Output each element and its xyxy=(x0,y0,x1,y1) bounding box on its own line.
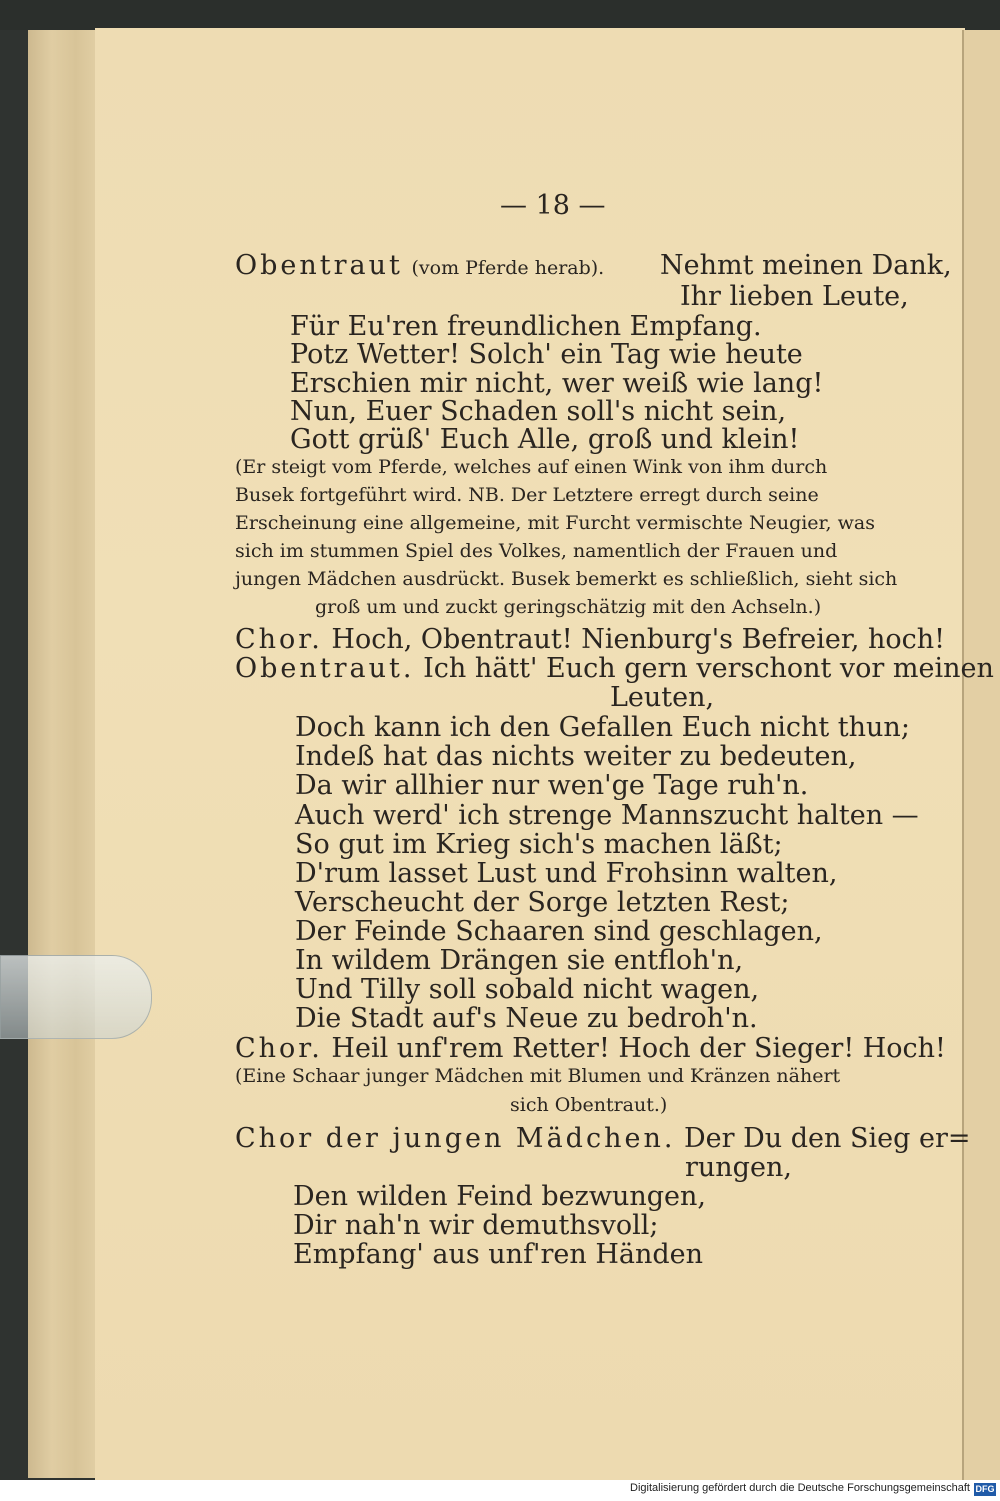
verse-line: In wildem Drängen sie entfloh'n, xyxy=(295,945,744,976)
verse-line: Für Eu'ren freundlichen Empfang. xyxy=(290,311,762,342)
verse-text: Hoch, Obentraut! Nienburg's Befreier, hoch! xyxy=(331,624,945,655)
speaker-line xyxy=(235,250,604,281)
verse-line: Dir nah'n wir demuthsvoll; xyxy=(293,1210,659,1241)
verse-line: Der Feinde Schaaren sind geschlagen, xyxy=(295,916,823,947)
verse-line: Nehmt meinen Dank, xyxy=(660,250,952,281)
verse-line: Gott grüß' Euch Alle, groß und klein! xyxy=(290,424,800,455)
verse-line: D'rum lasset Lust und Frohsinn walten, xyxy=(295,858,838,889)
stage-direction-line: sich Obentraut.) xyxy=(510,1094,668,1116)
footer-bar xyxy=(0,1480,1000,1501)
speaker-line xyxy=(235,1033,946,1064)
verse-line: Nun, Euer Schaden soll's nicht sein, xyxy=(290,396,787,427)
speaker-name: Chor. xyxy=(235,624,323,655)
verse-line: Da wir allhier nur wen'ge Tage ruh'n. xyxy=(295,770,809,801)
verse-line: rungen, xyxy=(685,1152,792,1183)
stage-direction-line: Erscheinung eine allgemeine, mit Furcht vermischte Neugier, was xyxy=(235,512,875,534)
page-number: — 18 — xyxy=(500,190,606,221)
verse-line: Erschien mir nicht, wer weiß wie lang! xyxy=(290,368,824,399)
verse-line: Ihr lieben Leute, xyxy=(680,281,909,312)
verse-line: Verscheucht der Sorge letzten Rest; xyxy=(295,887,790,918)
stage-direction-line: jungen Mädchen ausdrückt. Busek bemerkt es schließlich, sieht sich xyxy=(235,568,898,590)
verse-text: Heil unf'rem Retter! Hoch der Sieger! Hoch! xyxy=(331,1033,946,1064)
speaker-line xyxy=(235,653,994,684)
verse-line: Doch kann ich den Gefallen Euch nicht thun; xyxy=(295,712,910,743)
verse-text: Ich hätt' Euch gern verschont vor meinen xyxy=(423,653,994,684)
next-page-edge xyxy=(962,30,1000,1480)
stage-direction: (vom Pferde herab). xyxy=(411,257,605,279)
verse-line: Und Tilly soll sobald nicht wagen, xyxy=(295,974,760,1005)
stage-direction-line: groß um und zuckt geringschätzig mit den Achseln.) xyxy=(315,596,822,618)
verse-line: So gut im Krieg sich's machen läßt; xyxy=(295,829,783,860)
stage-direction-line: sich im stummen Spiel des Volkes, namentlich der Frauen und xyxy=(235,540,838,562)
verse-text: Der Du den Sieg er= xyxy=(684,1123,971,1154)
verse-line: Leuten, xyxy=(610,682,715,713)
speaker-name: Obentraut xyxy=(235,250,403,281)
verse-line: Die Stadt auf's Neue zu bedroh'n. xyxy=(295,1003,758,1034)
verse-line: Den wilden Feind bezwungen, xyxy=(293,1181,706,1212)
verse-line: Indeß hat das nichts weiter zu bedeuten, xyxy=(295,741,857,772)
dfg-logo: DFG xyxy=(975,1484,995,1494)
speaker-name: Chor. xyxy=(235,1033,323,1064)
speaker-line xyxy=(235,1123,970,1154)
speaker-name: Obentraut. xyxy=(235,653,415,684)
page-clip xyxy=(0,955,152,1039)
scanner-background xyxy=(0,0,1000,30)
stage-direction-line: (Eine Schaar junger Mädchen mit Blumen und Kränzen nähert xyxy=(235,1065,841,1087)
stage-direction-line: (Er steigt vom Pferde, welches auf einen Wink von ihm durch xyxy=(235,456,828,478)
stage-direction-line: Busek fortgeführt wird. NB. Der Letztere erregt durch seine xyxy=(235,484,819,506)
speaker-name: Chor der jungen Mädchen. xyxy=(235,1123,676,1154)
funding-credit: Digitalisierung gefördert durch die Deutsche Forschungsgemeinschaft xyxy=(630,1482,970,1494)
speaker-line xyxy=(235,624,945,655)
verse-line: Auch werd' ich strenge Mannszucht halten — xyxy=(295,800,919,831)
verse-line: Potz Wetter! Solch' ein Tag wie heute xyxy=(290,339,803,370)
verse-line: Empfang' aus unf'ren Händen xyxy=(293,1239,704,1270)
